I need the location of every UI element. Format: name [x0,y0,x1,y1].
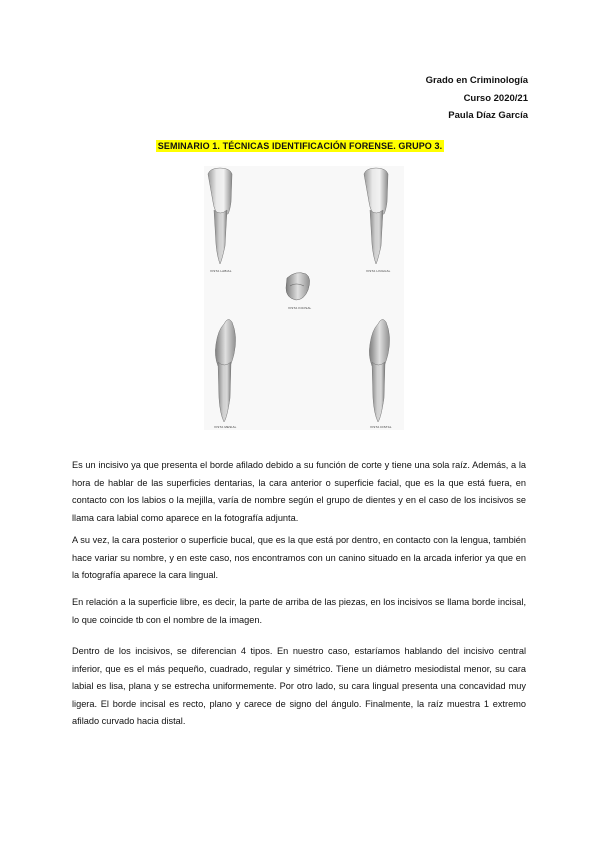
caption-lingual: VISTA LINGUAL [366,269,391,273]
paragraph-1-block [72,457,526,527]
tooth-labial-view [208,168,232,264]
tooth-lingual-view [364,168,388,264]
tooth-incisal-view [286,273,310,300]
tooth-distal-view [369,319,389,422]
paragraph-3-block [72,594,526,629]
paragraph-4: Dentro de los incisivos, se diferencian 4 tipos. En nuestro caso, estaríamos hablando del incisivo central inferior, que es el más pequeño, cuadrado, regular y simétrico. Tiene un diámetro mesiodistal menor, su cara labial es lisa, plana y se estrecha uniformemente. Por otro lado, su cara lingual presenta una concavidad muy ligera. El borde incisal es recto, plano y carece de signo del ángulo. Finalmente, la raíz muestra 1 extremo afilado curvado hacia distal. [72,646,526,726]
paragraph-1: Es un incisivo ya que presenta el borde afilado debido a su función de corte y tiene una sola raíz. Además, a la hora de hablar de las superficies dentarias, la cara anterior o superficie facial, que es la que está fuera, en contacto con los labios o la mejilla, varía de nombre según el grupo de dientes y en el caso de los incisivos se llama cara labial como aparece en la fotografía adjunta. [72,460,526,523]
course-line: Curso 2020/21 [463,92,528,104]
caption-mesial: VISTA MESIAL [214,425,237,429]
caption-labial: VISTA LABIAL [210,269,232,273]
tooth-views-illustration [204,166,404,430]
title-wrap [0,136,600,154]
document-header [426,72,528,125]
paragraph-4-block [72,643,526,731]
paragraph-2-block [72,532,526,585]
tooth-figure [204,166,404,430]
author-line: Paula Díaz García [448,110,528,121]
tooth-mesial-view [215,319,235,422]
paragraph-3: En relación a la superficie libre, es decir, la parte de arriba de las piezas, en los incisivos se llama borde incisal, lo que coincide tb con el nombre de la imagen. [72,597,526,625]
degree-line: Grado en Criminología [425,75,528,86]
caption-incisal: VISTA INCISAL [288,306,312,310]
paragraph-2: A su vez, la cara posterior o superficie bucal, que es la que está por dentro, en contacto con la lengua, también hace variar su nombre, y en este caso, nos encontramos con un canino situado en la arcada inferior ya que en la fotografía aparece la cara lingual. [72,535,526,580]
document-title: SEMINARIO 1. TÉCNICAS IDENTIFICACIÓN FORENSE. GRUPO 3. [157,141,443,151]
caption-distal: VISTA DISTAL [370,425,392,429]
